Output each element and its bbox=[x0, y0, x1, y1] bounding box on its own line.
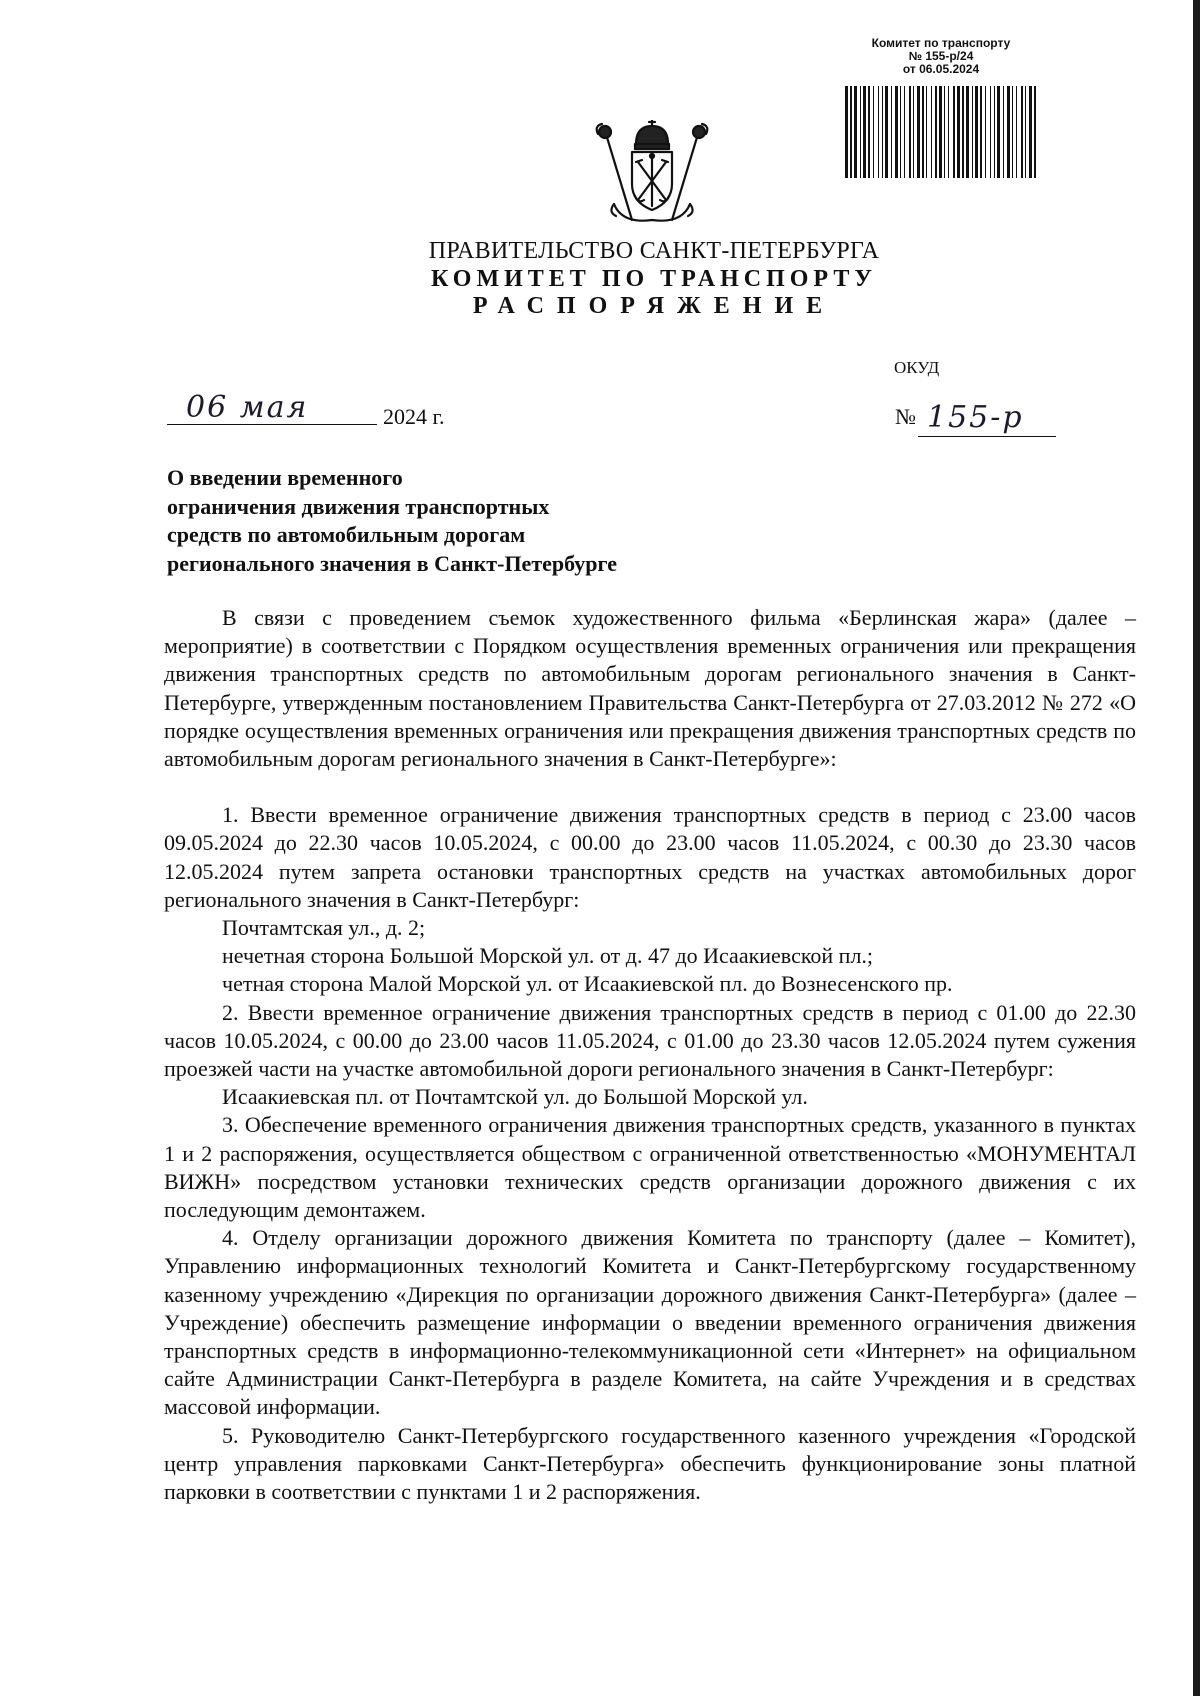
government-name: ПРАВИТЕЛЬСТВО САНКТ-ПЕТЕРБУРГА bbox=[428, 238, 880, 264]
date-underline bbox=[167, 424, 377, 425]
clause-1-location: нечетная сторона Большой Морской ул. от д. 47 до Исаакиевской пл.; bbox=[222, 943, 874, 969]
clause-1: 1. Ввести временное ограничение движения транспортных средств в период с 23.00 часов 09.05.2024 до 22.30 часов 10.05.2024, с 00.00 до 23.00 часов 11.05.2024, с 00.30 до 23.30 часов 12.05.2024 путем запрета остановки транспортных средств на участках автомобильных дорог регионального значения в Санкт-Петербург: bbox=[164, 802, 1136, 912]
title-line: средств по автомобильным дорогам bbox=[167, 522, 526, 547]
clause-4: 4. Отделу организации дорожного движения Комитета по транспорту (далее – Комитет), Управлению информационных технологий Комитета и Санкт-Петербургскому государственному казенному учреждению «Дирекция по организации дорожного движения Санкт-Петербурга» (далее – Учреждение) обеспечить размещение информации о введении временного ограничения движения транспортных средств в информационно-телекоммуникационной сети «Интернет» на официальном сайте Администрации Санкт-Петербурга в разделе Комитета, на сайте Учреждения и в средствах массовой информации. bbox=[164, 1225, 1136, 1420]
title-line: регионального значения в Санкт-Петербурге bbox=[167, 550, 617, 576]
document-type: РАСПОРЯЖЕНИЕ bbox=[472, 293, 836, 319]
stamp-line: № 155-р/24 bbox=[908, 49, 974, 63]
registration-stamp bbox=[845, 37, 1037, 76]
preamble-paragraph: В связи с проведением съемок художественного фильма «Берлинская жара» (далее – мероприятие) в соответствии с Порядком осуществления временных ограничения или прекращения движения транспортных средств по автомобильным дорогам регионального значения в Санкт-Петербурге, утвержденным постановлением Правительства Санкт-Петербурга от 27.03.2012 № 272 «О порядке осуществления временных ограничения или прекращения движения транспортных средств по автомобильным дорогам регионального значения в Санкт-Петербурге»: bbox=[164, 605, 1136, 772]
date-year: 2024 г. bbox=[383, 404, 445, 429]
clause-3: 3. Обеспечение временного ограничения движения транспортных средств, указанного в пунктах 1 и 2 распоряжения, осуществляется обществом с ограниченной ответственностью «МОНУМЕНТАЛ ВИЖН» посредством установки технических средств организации дорожного движения с их последующим демонтажем. bbox=[164, 1112, 1136, 1223]
title-line: О введении временного bbox=[167, 465, 403, 490]
handwritten-number: 155-р bbox=[927, 400, 1024, 435]
stamp-line: от 06.05.2024 bbox=[902, 62, 980, 76]
handwritten-date: 06 мая bbox=[186, 390, 309, 425]
stamp-line: Комитет по транспорту bbox=[871, 36, 1011, 50]
document-body bbox=[164, 604, 1136, 1506]
committee-name: КОМИТЕТ ПО ТРАНСПОРТУ bbox=[431, 266, 877, 292]
number-underline bbox=[918, 436, 1056, 437]
title-line: ограничения движения транспортных bbox=[167, 493, 550, 519]
clause-5: 5. Руководителю Санкт-Петербургского государственного казенного учреждения «Городской центр управления парковками Санкт-Петербурга» обеспечить функционирование зоны платной парковки в соответствии с пунктами 1 и 2 распоряжения. bbox=[164, 1422, 1136, 1505]
okud-label: ОКУД bbox=[894, 358, 940, 377]
number-sign: № bbox=[895, 404, 916, 429]
barcode-icon bbox=[845, 86, 1037, 178]
clause-1-location: Почтамтская ул., д. 2; bbox=[222, 915, 426, 941]
clause-2: 2. Ввести временное ограничение движения транспортных средств в период с 01.00 до 22.30 часов 10.05.2024, с 00.00 до 23.00 часов 11.05.2024, с 01.00 до 23.30 часов 12.05.2024 путем сужения проезжей части на участке автомобильной дороги регионального значения в Санкт-Петербург: bbox=[164, 999, 1136, 1082]
coat-of-arms-icon bbox=[592, 120, 712, 230]
document-title bbox=[167, 464, 707, 578]
clause-1-location: четная сторона Малой Морской ул. от Исаакиевской пл. до Вознесенского пр. bbox=[222, 971, 953, 997]
clause-2-location: Исаакиевская пл. от Почтамтской ул. до Большой Морской ул. bbox=[222, 1084, 808, 1110]
